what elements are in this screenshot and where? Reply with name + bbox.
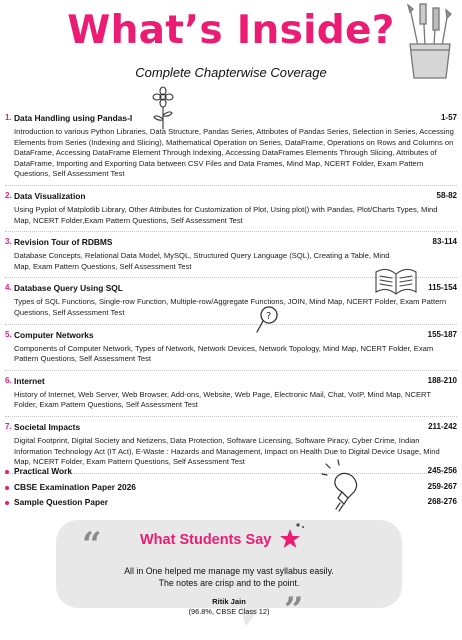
extra-item[interactable]	[0, 466, 462, 482]
close-quote-icon: ”	[284, 590, 304, 630]
chapter-description: Digital Footprint, Digital Society and Netizens, Data Protection, Software Licensing, Software Piracy, Cyber Crime, Indian Information Technology Act (IT Act), E-Waste : Hazards and Management, Impact on Health Due to Digital Device Usage, Mind Map, NCERT Folder, Exam Pattern Questions, Self Assessment Test	[14, 435, 440, 467]
chapter-pages: 83-114	[432, 237, 457, 247]
extra-title: Sample Question Paper	[14, 497, 109, 507]
open-book-doodle-icon	[372, 262, 420, 298]
chapter-description: Components of Computer Network, Types of Network, Network Devices, Network Topology, Mind Map, NCERT Folder, Exam Pattern Questions, Self Assessment Test	[14, 343, 434, 364]
chapter-number: 1.	[5, 113, 12, 122]
chapter-title: Data Handling using Pandas-I	[14, 113, 133, 123]
chapter-description: Using Pyplot of Matplotlib Library, Other Attributes for Customization of Plot, Using plot() with Pandas, Plot/Charts Types, Mind Map, NCERT Folder,Exam Pattern Questions, Self Assessment Test	[14, 204, 438, 225]
chapter-number: 2.	[5, 190, 12, 200]
extra-title: Practical Work	[14, 466, 73, 476]
chapter-title: Computer Networks	[14, 329, 94, 340]
testimonial-line: The notes are crisp and to the point.	[158, 577, 300, 588]
chapter-entry[interactable]	[0, 191, 462, 226]
divider	[5, 231, 457, 232]
bullet-icon	[5, 470, 9, 474]
chapter-title: Internet	[14, 375, 45, 386]
chapter-number: 7.	[5, 421, 12, 431]
chapter-entry[interactable]	[0, 330, 462, 365]
extra-item[interactable]	[0, 482, 462, 498]
page-subtitle: Complete Chapterwise Coverage	[135, 65, 327, 80]
divider	[5, 185, 457, 186]
chapter-number: 6.	[5, 375, 12, 385]
chapter-pages: 1-57	[440, 113, 457, 122]
magnifier-doodle-icon	[254, 305, 280, 335]
star-icon	[278, 521, 304, 549]
chapter-title: Societal Impacts	[14, 421, 81, 432]
chapter-pages: 155-187	[427, 329, 457, 339]
pencil-cup-icon	[398, 2, 460, 80]
chapter-number: 5.	[5, 329, 12, 339]
open-quote-icon: “	[82, 525, 102, 565]
extra-pages: 245-256	[427, 466, 457, 475]
testimonial-author: Ritik Jain	[212, 597, 246, 606]
testimonial-text	[56, 566, 402, 589]
chapter-description: Introduction to various Python Libraries, Data Structure, Pandas Series, Attributes of Pandas Series, Selection in Series, Accessing Elements from Series (Indexing and Slicing), Mathematical Operation on Series, DataFrame, Operations on Rows and Columns on DataFrame, Accessing DataFrame Element Through Indexing, Accessing DataFrames Elements Through Slicing, Attributes of DataFrame, Importing and Exporting Data between CSV Files and Data Frames, Mind Map, NCERT Folder, Exam Pattern Questions, Self Assessment Test	[14, 127, 454, 179]
divider	[5, 416, 457, 417]
chapter-title: Database Query Using SQL	[14, 283, 123, 294]
svg-text:?: ?	[266, 311, 272, 322]
testimonial-line: All in One helped me manage my vast syllabus easily.	[124, 566, 334, 576]
extra-item[interactable]	[0, 497, 462, 513]
page-title: What’s Inside?	[67, 8, 395, 53]
chapter-description: History of Internet, Web Server, Web Browser, Add-ons, Website, Web Page, Electronic Mail, Chat, VoIP, Mind Map, NCERT Folder, Exam Pattern Questions, Self Assessment Test	[14, 389, 431, 410]
chapter-pages: 58-82	[436, 190, 457, 200]
extra-title: CBSE Examination Paper 2026	[14, 481, 136, 492]
chapter-title: Revision Tour of RDBMS	[14, 237, 113, 248]
chapter-entry[interactable]	[0, 113, 462, 180]
chapter-description: Types of SQL Functions, Single-row Function, Multiple-row/Aggregate Functions, JOIN, Mind Map, NCERT Folder, Exam Pattern Questions, Self Assessment Test	[14, 297, 447, 317]
testimonial-author-info: (96.8%, CBSE Class 12)	[188, 607, 270, 616]
chapter-entry[interactable]	[0, 376, 462, 411]
chapter-pages: 115-154	[428, 283, 457, 293]
chapter-number: 4.	[5, 283, 12, 293]
bullet-icon	[5, 501, 9, 505]
chapter-title: Data Visualization	[14, 190, 86, 201]
divider	[5, 370, 457, 371]
flower-doodle-icon	[148, 86, 178, 130]
chapter-entry[interactable]	[0, 422, 462, 468]
divider	[5, 324, 457, 325]
chapter-pages: 211-242	[428, 421, 457, 431]
testimonial-heading: What Students Say	[140, 532, 272, 548]
extra-pages: 268-276	[427, 497, 457, 506]
extra-pages: 259-267	[427, 481, 457, 491]
chapter-pages: 188-210	[427, 375, 457, 385]
chapter-number: 3.	[5, 237, 12, 247]
lightbulb-doodle-icon	[318, 458, 368, 514]
chapter-description: Database Concepts, Relational Data Model, MySQL, Structured Query Language (SQL), Creating a Table, Mind Map, Exam Pattern Questions, Self Assessment Test	[14, 251, 390, 271]
bullet-icon	[5, 486, 9, 490]
extras-list	[0, 466, 462, 513]
